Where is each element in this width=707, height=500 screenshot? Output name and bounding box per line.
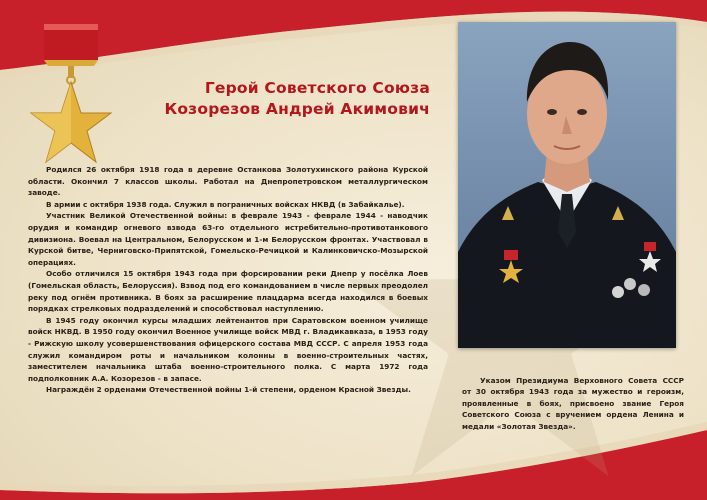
- decree-text: Указом Президиума Верховного Совета СССР от 30 октября 1943 года за мужество и героизм, проявленные в боях, присвоено звание Героя Советского Союза с вручением ордена Ленина и медали «Золотая Звезда».: [462, 376, 684, 431]
- bio-paragraph: Особо отличился 15 октября 1943 года при форсировании реки Днепр у посёлка Лоев (Гомельская область, Белоруссия). Взвод под его командованием в числе первых преодолел реку под огнём противника. В боях за расширение плацдарма всегда находился в боевых порядках стрелковых подразделений и способствовал наступлению.: [28, 269, 428, 314]
- title-line-1: Герой Советского Союза: [204, 79, 430, 97]
- bio-paragraph: Участник Великой Отечественной войны: в феврале 1943 - феврале 1944 - наводчик орудия и командир огневого взвода 63-го отдельного истребительно-противотанкового дивизиона. Воевал на Центральном, Белорусском и 1-м Белорусском фронтах. Участвовал в Курской битве, Черниговско-Припятской, Гомельско-Речицкой и Калинковичско-Мозырской операциях.: [28, 211, 428, 267]
- bio-paragraph: В 1945 году окончил курсы младших лейтенантов при Саратовском военном училище войск НКВД. В 1950 году окончил Военное училище войск МВД г. Владикавказа, в 1953 году - Рижскую школу усовершенствования офицерского состава МВД СССР. С апреля 1953 года служил командиром роты и начальником колонны в военно-строительных частях, заместителем начальника штаба военно-строительного полка. С марта 1972 года подполковник А.А. Козорезов - в запасе.: [28, 315, 428, 383]
- bio-paragraph: В армии с октября 1938 года. Служил в пограничных войсках НКВД (в Забайкалье).: [46, 199, 405, 209]
- page-title: [160, 78, 430, 120]
- bio-paragraph: Родился 26 октября 1918 года в деревне Останкова Золотухинского района Курской области. Окончил 7 классов школы. Работал на Днепропетровском металлургическом заводе.: [28, 165, 428, 198]
- bio-paragraph: Награждён 2 орденами Отечественной войны 1-й степени, орденом Красной Звезды.: [46, 385, 411, 395]
- title-line-2: Козорезов Андрей Акимович: [164, 100, 430, 118]
- gold-star-medal-icon: [30, 20, 112, 170]
- portrait-photo: [458, 22, 676, 348]
- biography-text: [28, 164, 428, 396]
